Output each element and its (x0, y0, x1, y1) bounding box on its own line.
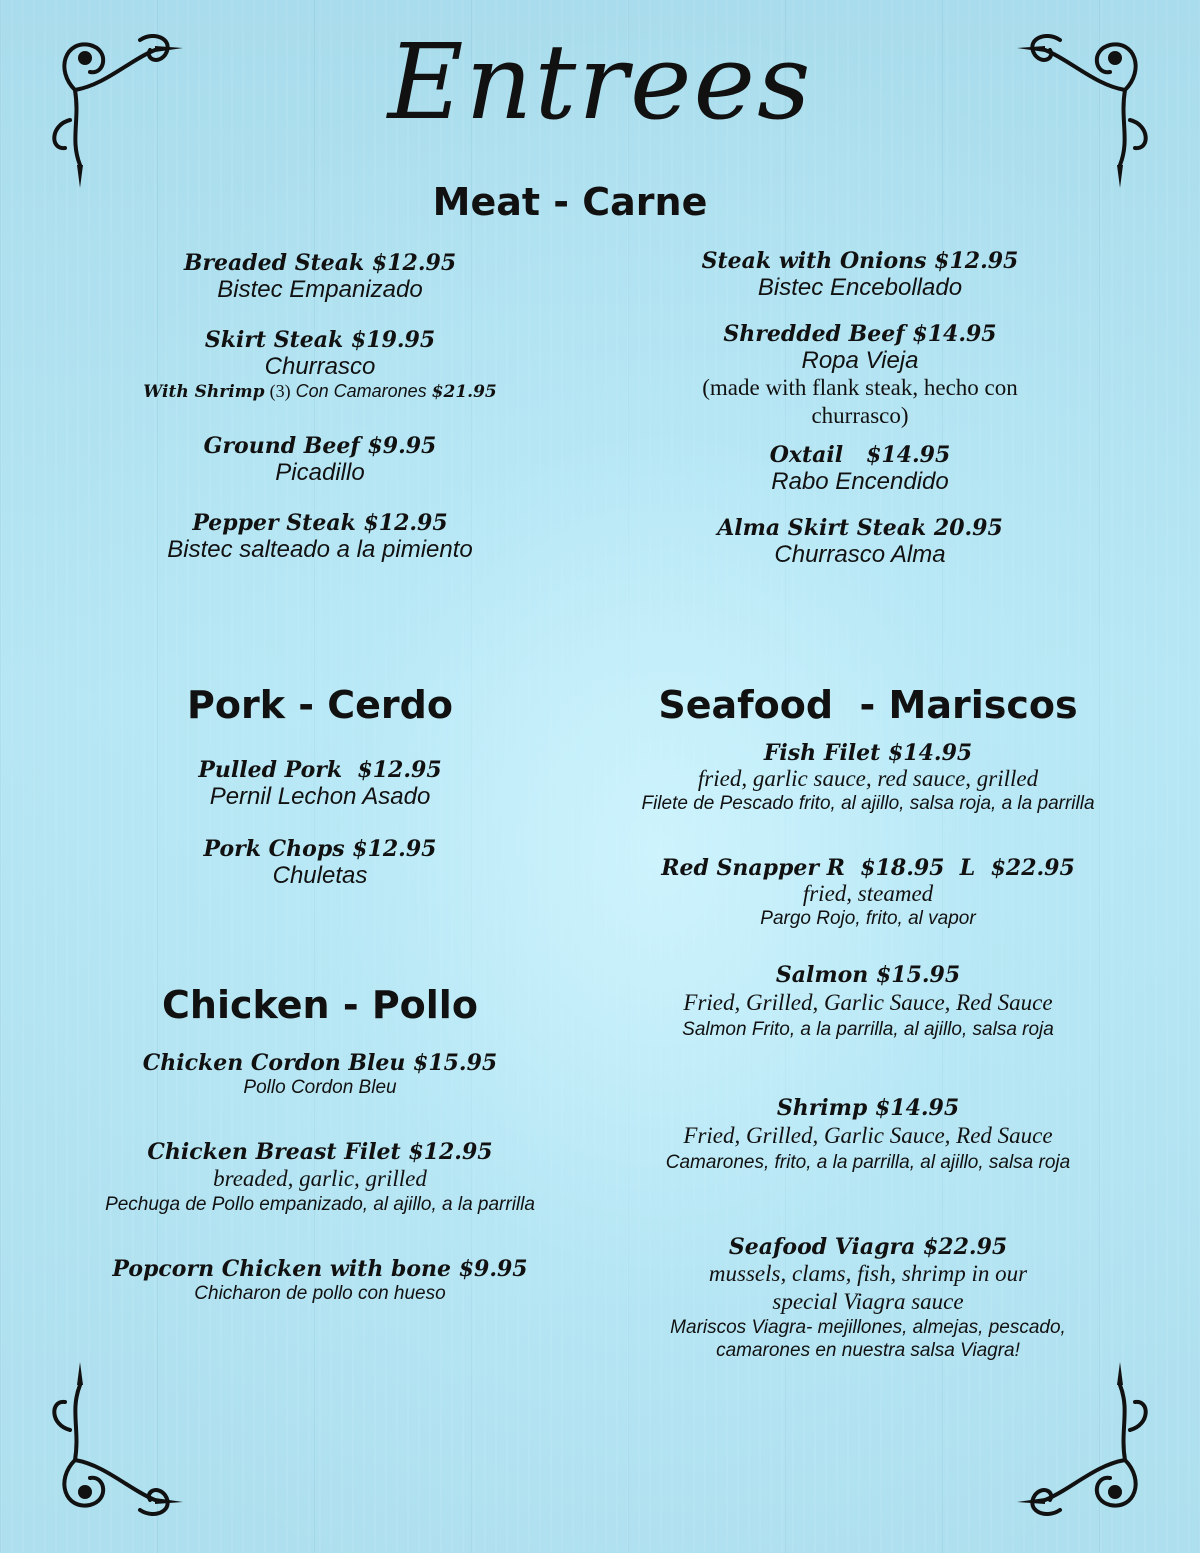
item-name: Oxtail $14.95 (769, 442, 951, 468)
item-spanish: Pollo Cordon Bleu (243, 1077, 397, 1098)
menu-item (598, 1234, 1138, 1362)
item-name: Fish Filet $14.95 (763, 740, 973, 766)
item-name: Pepper Steak $12.95 (192, 510, 448, 536)
menu-item (598, 1095, 1138, 1174)
page-title: Entrees (387, 21, 813, 143)
item-spanish: Camarones, frito, a la parrilla, al ajillo, salsa roja (665, 1152, 1071, 1173)
item-name: Shrimp $14.95 (776, 1095, 960, 1121)
menu-item (598, 740, 1138, 815)
item-spanish: Churrasco (264, 353, 376, 380)
meat-left-column (70, 250, 570, 563)
menu-item (598, 962, 1138, 1041)
item-description: Fried, Grilled, Garlic Sauce, Red Sauce (683, 1123, 1053, 1148)
seafood-column (598, 740, 1138, 1362)
corner-flourish-icon (45, 1360, 185, 1520)
pork-column (120, 757, 520, 889)
item-spanish: Picadillo (275, 459, 365, 486)
item-description: breaded, garlic, grilled (213, 1166, 427, 1191)
item-spanish: Churrasco Alma (774, 541, 946, 568)
section-heading-meat: Meat - Carne (432, 180, 708, 224)
item-name: Ground Beef $9.95 (203, 433, 437, 459)
item-description: mussels, clams, fish, shrimp in our special Viagra sauce (708, 1261, 1028, 1314)
menu-item (640, 248, 1080, 301)
item-description: fried, steamed (802, 881, 934, 906)
item-name: Shredded Beef $14.95 (723, 321, 997, 347)
item-note: (made with flank steak, hecho con churrasco) (702, 375, 1018, 428)
item-name: Red Snapper R $18.95 L $22.95 (661, 855, 1075, 881)
menu-item (640, 515, 1080, 568)
item-name: Pulled Pork $12.95 (198, 757, 442, 783)
corner-flourish-icon (1015, 1360, 1155, 1520)
menu-item (70, 510, 570, 563)
extra-name: With Shrimp (143, 382, 265, 402)
menu-item (598, 855, 1138, 930)
item-description: Fried, Grilled, Garlic Sauce, Red Sauce (683, 990, 1053, 1015)
extra-qty: (3) (269, 381, 291, 401)
item-name: Chicken Cordon Bleu $15.95 (142, 1050, 498, 1076)
item-spanish: Pernil Lechon Asado (209, 783, 431, 810)
extra-spanish: Con Camarones (295, 381, 427, 401)
item-spanish: Mariscos Viagra- mejillones, almejas, pescado, camarones en nuestra salsa Viagra! (670, 1317, 1066, 1361)
item-name: Steak with Onions $12.95 (701, 248, 1019, 274)
item-description: fried, garlic sauce, red sauce, grilled (697, 766, 1039, 791)
item-name: Seafood Viagra $22.95 (728, 1234, 1008, 1260)
menu-item (640, 442, 1080, 495)
menu-item (60, 1139, 580, 1216)
menu-item (120, 757, 520, 810)
item-name: Chicken Breast Filet $12.95 (147, 1139, 493, 1165)
menu-item (70, 250, 570, 303)
item-spanish: Bistec Encebollado (757, 274, 963, 301)
item-name: Popcorn Chicken with bone $9.95 (112, 1256, 528, 1282)
item-name: Breaded Steak $12.95 (183, 250, 457, 276)
section-heading-pork: Pork - Cerdo (187, 683, 453, 727)
item-spanish: Salmon Frito, a la parrilla, al ajillo, salsa roja (682, 1019, 1054, 1040)
item-spanish: Pechuga de Pollo empanizado, al ajillo, a la parrilla (105, 1194, 535, 1215)
item-extra (70, 380, 570, 403)
item-spanish: Bistec salteado a la pimiento (167, 536, 473, 563)
menu-item (70, 327, 570, 403)
menu-item (60, 1256, 580, 1305)
item-spanish: Bistec Empanizado (217, 276, 423, 303)
item-name: Skirt Steak $19.95 (204, 327, 436, 353)
menu-item (70, 433, 570, 486)
item-name: Pork Chops $12.95 (203, 836, 437, 862)
item-spanish: Pargo Rojo, frito, al vapor (760, 908, 976, 929)
extra-price: $21.95 (431, 382, 497, 402)
meat-right-column (640, 248, 1080, 568)
menu-item (60, 1050, 580, 1099)
item-name: Alma Skirt Steak 20.95 (717, 515, 1003, 541)
item-name: Salmon $15.95 (775, 962, 961, 988)
section-heading-chicken: Chicken - Pollo (162, 983, 478, 1027)
menu-item (120, 836, 520, 889)
item-spanish: Filete de Pescado frito, al ajillo, salsa roja, a la parrilla (641, 793, 1095, 814)
item-spanish: Chicharon de pollo con hueso (194, 1283, 446, 1304)
section-heading-seafood: Seafood - Mariscos (658, 683, 1078, 727)
menu-item (640, 321, 1080, 430)
chicken-column (60, 1050, 580, 1305)
item-spanish: Rabo Encendido (771, 468, 949, 495)
item-spanish: Chuletas (272, 862, 368, 889)
item-spanish: Ropa Vieja (801, 347, 919, 374)
